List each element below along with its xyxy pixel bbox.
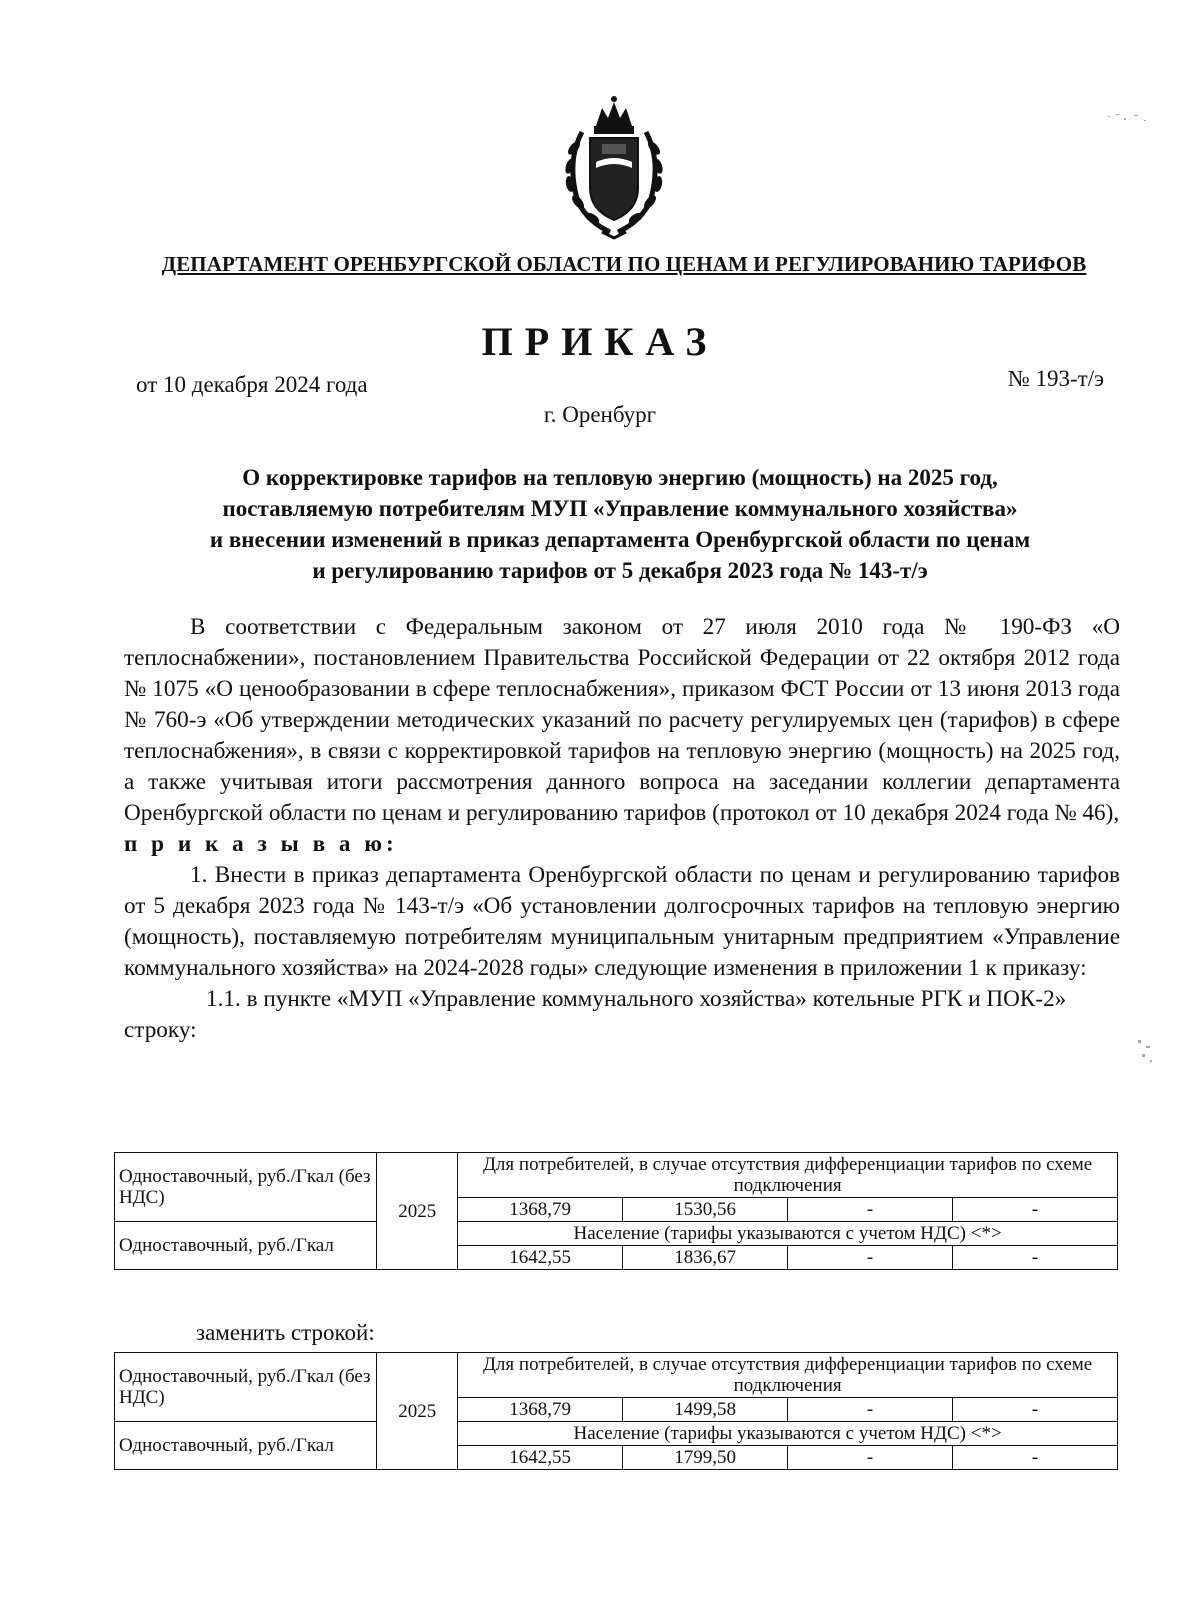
- table-cell-label: Одноставочный, руб./Гкал: [115, 1422, 377, 1470]
- table-cell-value: 1368,79: [458, 1398, 623, 1422]
- table-cell-header: Для потребителей, в случае отсутствия дифференциации тарифов по схеме подключения: [458, 1153, 1118, 1198]
- table-cell-value: 1642,55: [458, 1246, 623, 1270]
- document-subject: [120, 462, 1120, 586]
- table-cell-value: -: [788, 1398, 953, 1422]
- order-word: п р и к а з ы в а ю:: [124, 831, 398, 857]
- tariff-table-replacement: [114, 1352, 1118, 1470]
- table-cell-label: Одноставочный, руб./Гкал (без НДС): [115, 1153, 377, 1222]
- table-cell-label: Одноставочный, руб./Гкал (без НДС): [115, 1353, 377, 1422]
- coat-of-arms-icon: [552, 92, 676, 242]
- item-1-paragraph: 1. Внести в приказ департамента Оренбургской области по ценам и регулированию тарифов от 5 декабря 2023 года № 143-т/э «Об установлении долгосрочных тарифов на тепловую энергию (мощность), поставляемую потребителям муниципальным унитарным предприятием «Управление коммунального хозяйства» на 2024-2028 годы» следующие изменения в приложении 1 к приказу:: [124, 862, 1120, 981]
- document-type-title: ПРИКАЗ: [481, 319, 719, 364]
- document-city: г. Оренбург: [543, 402, 657, 427]
- document-date: от 10 декабря 2024 года: [136, 372, 368, 397]
- document-body: [124, 612, 1120, 1046]
- table-row: [115, 1353, 1118, 1398]
- table-cell-label: Одноставочный, руб./Гкал: [115, 1222, 377, 1270]
- scan-noise-icon: [1104, 110, 1154, 130]
- table-row: [115, 1222, 1118, 1246]
- table-cell-value: 1836,67: [623, 1246, 788, 1270]
- item-1-1-paragraph: 1.1. в пункте «МУП «Управление коммунального хозяйства» котельные РГК и ПОК-2» строку:: [124, 986, 1067, 1043]
- table-cell-value: -: [952, 1198, 1117, 1222]
- department-name: ДЕПАРТАМЕНТ ОРЕНБУРГСКОЙ ОБЛАСТИ ПО ЦЕНАМ И РЕГУЛИРОВАНИЮ ТАРИФОВ: [161, 252, 1087, 276]
- subject-line: поставляемую потребителям МУП «Управление коммунального хозяйства»: [222, 496, 1018, 521]
- table-cell-value: 1642,55: [458, 1446, 623, 1470]
- subject-line: О корректировке тарифов на тепловую энергию (мощность) на 2025 год,: [242, 465, 998, 490]
- tariff-table-original: [114, 1152, 1118, 1270]
- table-cell-value: 1499,58: [623, 1398, 788, 1422]
- table-cell-value: 1368,79: [458, 1198, 623, 1222]
- document-number: № 193-т/э: [1007, 366, 1104, 391]
- table-cell-year: 2025: [377, 1153, 458, 1270]
- table-cell-year: 2025: [377, 1353, 458, 1470]
- replace-label: заменить строкой:: [196, 1320, 375, 1345]
- scan-noise-icon: [1118, 1030, 1158, 1070]
- subject-line: и регулированию тарифов от 5 декабря 2023 года № 143-т/э: [312, 558, 928, 583]
- subject-line: и внесении изменений в приказ департамента Оренбургской области по ценам: [209, 527, 1031, 552]
- table-cell-value: -: [788, 1198, 953, 1222]
- table-cell-header: Население (тарифы указываются с учетом НДС) <*>: [458, 1422, 1118, 1446]
- table-cell-value: -: [952, 1246, 1117, 1270]
- table-row: [115, 1422, 1118, 1446]
- table-cell-header: Население (тарифы указываются с учетом НДС) <*>: [458, 1222, 1118, 1246]
- preamble-paragraph: В соответствии с Федеральным законом от 27 июля 2010 года № 190-ФЗ «О теплоснабжении», постановлением Правительства Российской Федерации от 22 октября 2012 года № 1075 «О ценообразовании в сфере теплоснабжения», приказом ФСТ России от 13 июня 2013 года № 760-э «Об утверждении методических указаний по расчету регулируемых цен (тарифов) в сфере теплоснабжения», в связи с корректировкой тарифов на тепловую энергию (мощность) на 2025 год, а также учитывая итоги рассмотрения данного вопроса на заседании коллегии департамента Оренбургской области по ценам и регулированию тарифов (протокол от 10 декабря 2024 года № 46),: [124, 614, 1120, 826]
- table-cell-value: -: [952, 1398, 1117, 1422]
- table-cell-value: 1530,56: [623, 1198, 788, 1222]
- table-cell-value: 1799,50: [623, 1446, 788, 1470]
- table-cell-header: Для потребителей, в случае отсутствия дифференциации тарифов по схеме подключения: [458, 1353, 1118, 1398]
- table-row: [115, 1153, 1118, 1198]
- table-cell-value: -: [788, 1446, 953, 1470]
- table-cell-value: -: [952, 1446, 1117, 1470]
- table-cell-value: -: [788, 1246, 953, 1270]
